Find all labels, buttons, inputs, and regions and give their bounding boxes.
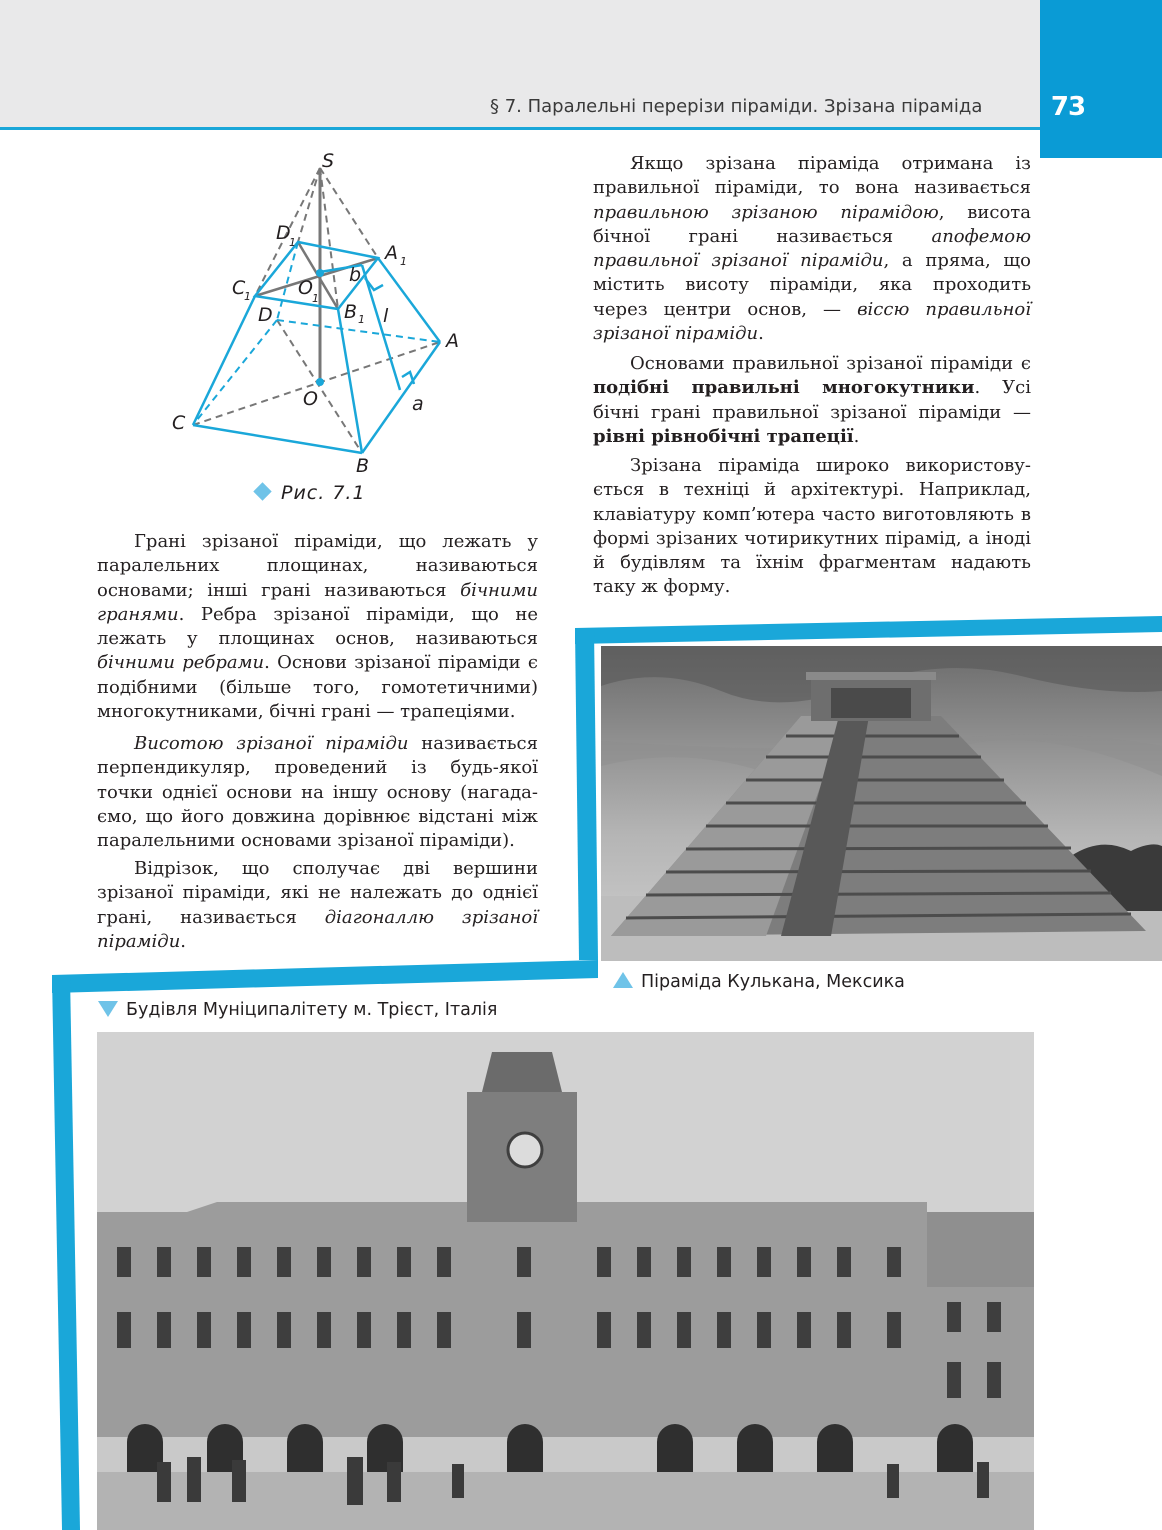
left-paragraph-3: Відрізок, що сполучає дві вершини зрізаної піраміди, які не належать до однієї грані, називається діагоналлю зрізаної піраміди. (97, 858, 538, 952)
svg-text:1: 1 (289, 236, 296, 249)
left-paragraph-1: Грані зрізаної піраміди, що лежать у паралельних площинах, називаються основами; інші грані називаються бічними гранями. Ребра зрізаної піраміди, що не лежать у площинах основ, називаються бічними ребрами. Основи зрізаної піраміди є подібними (більше того, гомотетичними) многокутниками, бічні грані — трапеціями. (97, 531, 539, 723)
label-b-vertex: B (356, 455, 370, 477)
trieste-caption: Будівля Муніципалітету м. Трієст, Італія (98, 1000, 497, 1020)
label-c: C (172, 412, 186, 434)
label-a1: A (385, 242, 398, 264)
trieste-municipality-photo (97, 1032, 1034, 1530)
label-b1: B (344, 301, 358, 323)
label-d: D (258, 304, 273, 326)
svg-text:1: 1 (244, 290, 251, 303)
kukulkan-caption: Піраміда Кулькана, Мексика (613, 972, 905, 992)
svg-text:1: 1 (400, 255, 407, 268)
label-c1: C (232, 277, 246, 299)
right-paragraph-1: Якщо зрізана піраміда отримана із правильної піраміди, то вона називається правильною зрізаною пірамідою, висота бічної грані називається апофемою правильної зрізаної піраміди, а пряма, що містить висоту піраміди, яка проходить через центри основ, — віссю правильної зрізаної піраміди. (593, 153, 1032, 345)
label-a-apothem: a (412, 393, 424, 415)
triangle-down-icon (98, 1001, 118, 1017)
label-d1: D (276, 222, 291, 244)
figure-caption: Рис. 7.1 (256, 482, 366, 504)
label-o: O (303, 388, 318, 410)
label-s: S (322, 150, 335, 172)
running-head: § 7. Паралельні перерізи піраміди. Зрізана піраміда (490, 96, 983, 117)
kukulkan-pyramid-photo (601, 646, 1162, 961)
label-a-vertex: A (446, 330, 459, 352)
kukulkan-pyramid-image (601, 646, 1162, 961)
svg-text:1: 1 (358, 313, 365, 326)
svg-text:1: 1 (312, 292, 319, 305)
left-paragraph-2: Висотою зрізаної піраміди називається перпендикуляр, проведений із будь-якої точки однієї основи на іншу основу (нагадаємо, що його довжина дорівнює відстані між паралельними основами зрізаної піраміди). (97, 733, 538, 852)
label-o1: O (298, 277, 313, 299)
label-b: b (349, 264, 362, 286)
page-number: 73 (1050, 92, 1086, 122)
label-l: l (383, 305, 389, 327)
right-paragraph-2: Основами правильної зрізаної пірaміди є подібні правильні многокутники. Усі бічні грані правильної зрізаної піраміди — рівні рівнобічні трапеції. (593, 353, 1031, 447)
trieste-building-image (97, 1032, 1034, 1530)
right-paragraph-3: Зрізана піраміда широко використовується в техніці й архітектурі. Наприклад, клавіатуру комп’ютера часто виготовляють в формі зрізаних чотирикутних пірaмід, а іноді й будівлям та їхнім фрагментам надають таку ж форму. (593, 455, 1031, 598)
triangle-up-icon (613, 972, 633, 988)
